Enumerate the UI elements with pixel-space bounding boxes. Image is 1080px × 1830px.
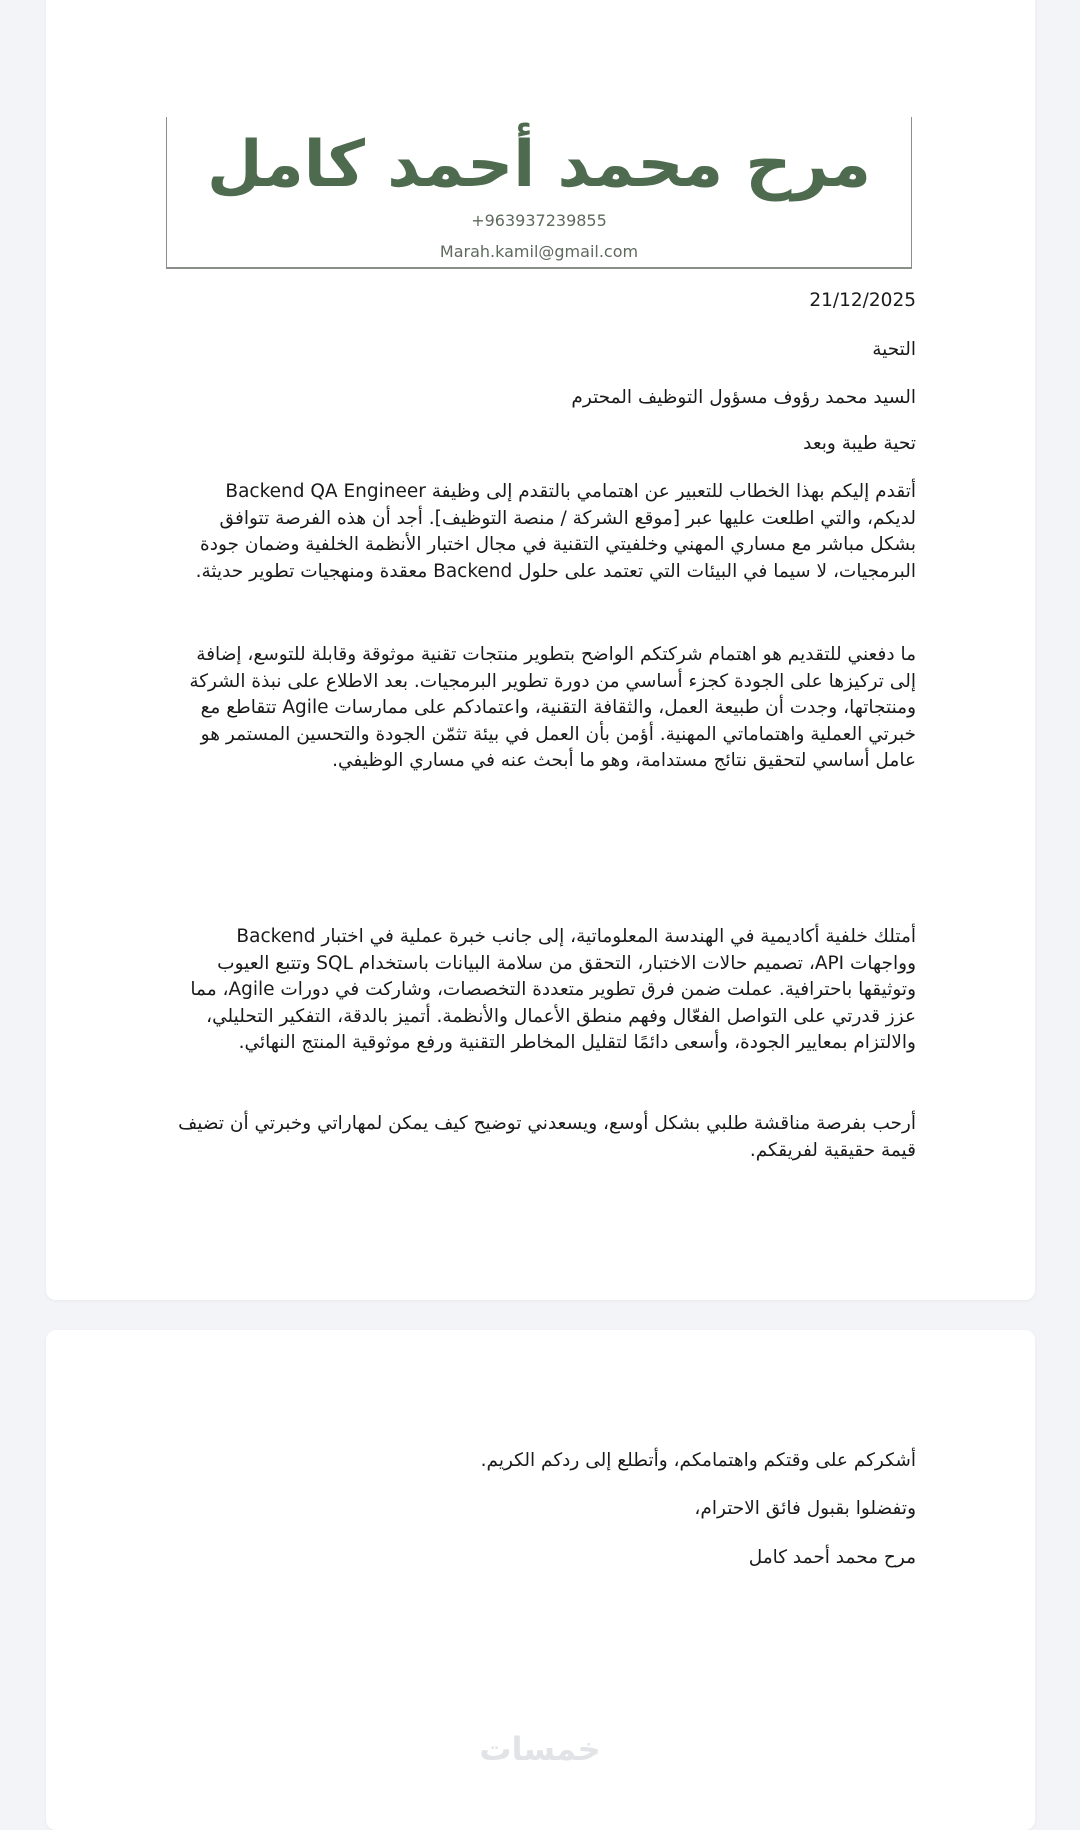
phone-number: +963937239855 [471, 211, 607, 230]
closing-regards: وتفضلوا بقبول فائق الاحترام، [694, 1498, 916, 1519]
paragraph-2: ما دفعني للتقديم هو اهتمام شركتكم الواضح بتطوير منتجات تقنية موثوقة وقابلة للتوسع، إضافة إلى تركيزها على الجودة كجزء أساسي من دورة تطوير البرمجيات. بعد الاطلاع على نبذة الشركة ومنتجاتها، وجدت أن طبيعة العمل، والثقافة التقنية، واعتمادكم على ممارسات Agile تتقاطع مع خبرتي العملية واهتماماتي المهنية. أؤمن بأن العمل في بيئة تثمّن الجودة والتحسين المستمر هو عامل أساسي لتحقيق نتائج مستدامة، وهو ما أبحث عنه في مساري الوظيفي. [189, 644, 916, 771]
greeting: التحية [872, 339, 916, 360]
paragraph-3: أمتلك خلفية أكاديمية في الهندسة المعلوماتية، إلى جانب خبرة عملية في اختبار Backend وواجهات API، تصميم حالات الاختبار، التحقق من سلامة البيانات باستخدام SQL وتتبع العيوب وتوثيقها باحترافية. عملت ضمن فرق تطوير متعددة التخصصات، وشاركت في دورات Agile، مما عزز قدرتي على التواصل الفعّال وفهم منطق الأعمال والأنظمة. أتميز بالدقة، التفكير التحليلي، والالتزام بمعايير الجودة، وأسعى دائمًا لتقليل المخاطر التقنية ورفع موثوقية المنتج النهائي. [190, 926, 916, 1053]
letter-date: 21/12/2025 [809, 290, 916, 311]
applicant-name: مرح محمد أحمد كامل [207, 128, 871, 202]
recipient: السيد محمد رؤوف مسؤول التوظيف المحترم [571, 387, 916, 408]
paragraph-4: أرحب بفرصة مناقشة طلبي بشكل أوسع، ويسعدني توضيح كيف يمكن لمهاراتي وخبرتي أن تضيف قيمة حقيقية لفريقكم. [178, 1113, 916, 1161]
paragraph-1: أتقدم إليكم بهذا الخطاب للتعبير عن اهتمامي بالتقدم إلى وظيفة Backend QA Engineer لديكم، والتي اطلعت عليها عبر [موقع الشركة / منصة التوظيف]. أجد أن هذه الفرصة تتوافق بشكل مباشر مع مساري المهني وخلفيتي التقنية في مجال اختبار الأنظمة الخلفية وضمان جودة البرمجيات، لا سيما في البيئات التي تعتمد على حلول Backend معقدة ومنهجيات تطوير حديثة. [195, 481, 916, 582]
letter-header [166, 117, 912, 269]
email-address: Marah.kamil@gmail.com [439, 242, 639, 261]
khamsat-watermark: خمسات [479, 1730, 601, 1768]
salutation: تحية طيبة وبعد [803, 433, 916, 454]
signature-name: مرح محمد أحمد كامل [748, 1547, 916, 1568]
closing-thanks: أشكركم على وقتكم واهتمامكم، وأتطلع إلى ردكم الكريم. [480, 1450, 916, 1471]
